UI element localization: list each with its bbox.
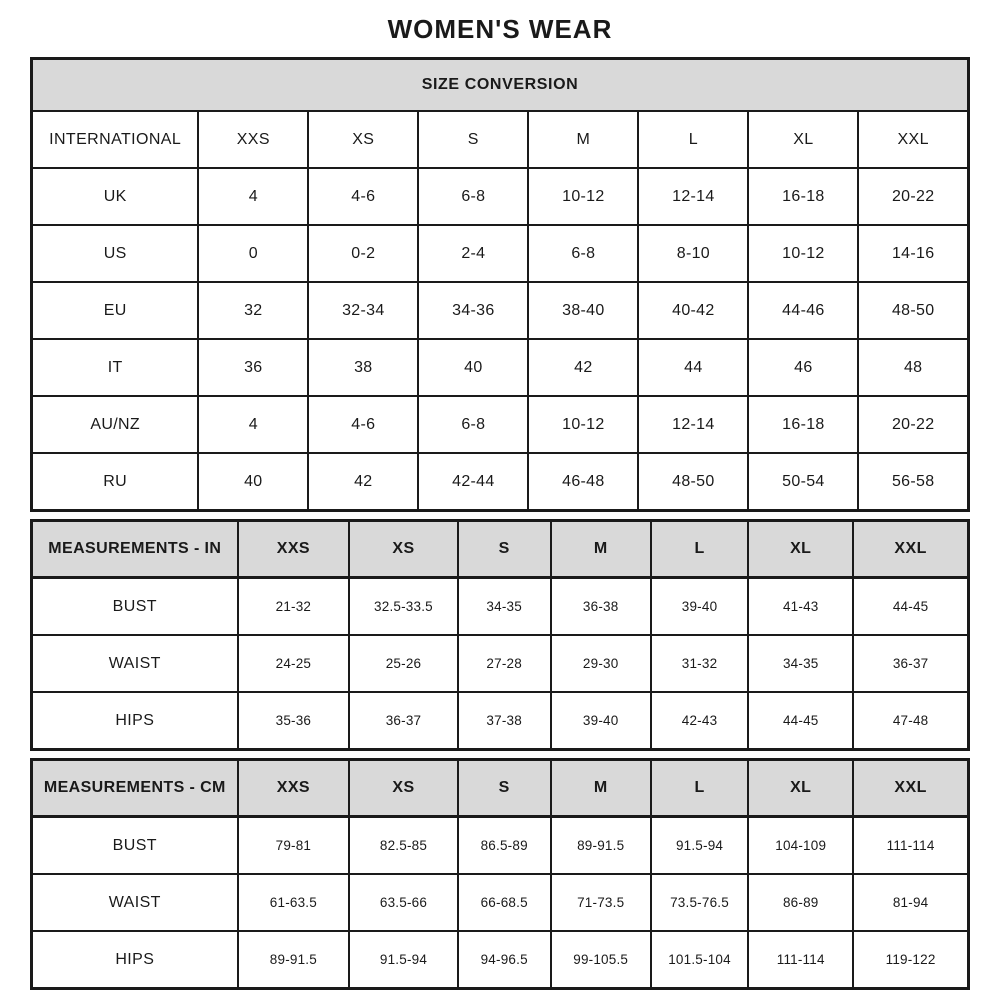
- measurements-cm-header-row: [32, 760, 969, 817]
- value-cell: 39-40: [651, 578, 748, 636]
- value-cell: 20-22: [858, 168, 968, 225]
- value-cell: 4: [198, 168, 308, 225]
- size-column-header-m: M: [551, 521, 651, 578]
- value-cell: 2-4: [418, 225, 528, 282]
- size-column-header-s: S: [418, 111, 528, 168]
- value-cell: 40: [418, 339, 528, 396]
- value-cell: 38: [308, 339, 418, 396]
- row-label: WAIST: [32, 635, 238, 692]
- value-cell: 40-42: [638, 282, 748, 339]
- value-cell: 47-48: [853, 692, 968, 750]
- value-cell: 104-109: [748, 817, 853, 875]
- table-row: [32, 282, 969, 339]
- value-cell: 44-45: [853, 578, 968, 636]
- value-cell: 82.5-85: [349, 817, 458, 875]
- size-conversion-header-row: [32, 111, 969, 168]
- value-cell: 111-114: [748, 931, 853, 989]
- value-cell: 86.5-89: [458, 817, 551, 875]
- size-conversion-title: SIZE CONVERSION: [32, 59, 969, 112]
- value-cell: 21-32: [238, 578, 350, 636]
- table-row: [32, 692, 969, 750]
- size-column-header-xs: XS: [349, 521, 458, 578]
- value-cell: 29-30: [551, 635, 651, 692]
- size-column-header-s: S: [458, 760, 551, 817]
- value-cell: 91.5-94: [349, 931, 458, 989]
- value-cell: 16-18: [748, 168, 858, 225]
- value-cell: 42: [308, 453, 418, 511]
- table-row: [32, 874, 969, 931]
- value-cell: 25-26: [349, 635, 458, 692]
- value-cell: 4-6: [308, 168, 418, 225]
- size-column-header-xxl: XXL: [853, 760, 968, 817]
- size-column-header-xxl: XXL: [853, 521, 968, 578]
- value-cell: 8-10: [638, 225, 748, 282]
- value-cell: 44: [638, 339, 748, 396]
- table-row: [32, 396, 969, 453]
- value-cell: 0: [198, 225, 308, 282]
- value-cell: 42: [528, 339, 638, 396]
- value-cell: 86-89: [748, 874, 853, 931]
- value-cell: 46-48: [528, 453, 638, 511]
- value-cell: 91.5-94: [651, 817, 748, 875]
- value-cell: 48: [858, 339, 968, 396]
- value-cell: 0-2: [308, 225, 418, 282]
- value-cell: 101.5-104: [651, 931, 748, 989]
- value-cell: 20-22: [858, 396, 968, 453]
- measurements-cm-table: [30, 758, 970, 990]
- value-cell: 48-50: [638, 453, 748, 511]
- value-cell: 34-36: [418, 282, 528, 339]
- value-cell: 10-12: [748, 225, 858, 282]
- value-cell: 41-43: [748, 578, 853, 636]
- value-cell: 12-14: [638, 168, 748, 225]
- table-row: [32, 168, 969, 225]
- value-cell: 50-54: [748, 453, 858, 511]
- value-cell: 36-37: [349, 692, 458, 750]
- measurements_cm-header-label: MEASUREMENTS - CM: [32, 760, 238, 817]
- size-column-header-l: L: [651, 760, 748, 817]
- value-cell: 111-114: [853, 817, 968, 875]
- value-cell: 32-34: [308, 282, 418, 339]
- row-label: HIPS: [32, 692, 238, 750]
- value-cell: 12-14: [638, 396, 748, 453]
- size-column-header-xl: XL: [748, 111, 858, 168]
- table-row: [32, 578, 969, 636]
- size-column-header-xxs: XXS: [198, 111, 308, 168]
- value-cell: 48-50: [858, 282, 968, 339]
- value-cell: 34-35: [458, 578, 551, 636]
- size-conversion-table: [30, 57, 970, 512]
- value-cell: 79-81: [238, 817, 350, 875]
- row-label: AU/NZ: [32, 396, 199, 453]
- value-cell: 119-122: [853, 931, 968, 989]
- value-cell: 63.5-66: [349, 874, 458, 931]
- table-row: [32, 453, 969, 511]
- value-cell: 81-94: [853, 874, 968, 931]
- value-cell: 4: [198, 396, 308, 453]
- size-column-header-xxs: XXS: [238, 521, 350, 578]
- value-cell: 34-35: [748, 635, 853, 692]
- value-cell: 42-44: [418, 453, 528, 511]
- row-label: HIPS: [32, 931, 238, 989]
- row-label: WAIST: [32, 874, 238, 931]
- row-label: IT: [32, 339, 199, 396]
- size-column-header-m: M: [528, 111, 638, 168]
- conversion_table-header-label: INTERNATIONAL: [32, 111, 199, 168]
- row-label: BUST: [32, 578, 238, 636]
- row-label: RU: [32, 453, 199, 511]
- row-label: US: [32, 225, 199, 282]
- table-row: [32, 339, 969, 396]
- row-label: EU: [32, 282, 199, 339]
- measurements-in-table: [30, 519, 970, 751]
- value-cell: 89-91.5: [238, 931, 350, 989]
- value-cell: 89-91.5: [551, 817, 651, 875]
- table-row: [32, 931, 969, 989]
- value-cell: 61-63.5: [238, 874, 350, 931]
- value-cell: 71-73.5: [551, 874, 651, 931]
- value-cell: 66-68.5: [458, 874, 551, 931]
- value-cell: 37-38: [458, 692, 551, 750]
- value-cell: 73.5-76.5: [651, 874, 748, 931]
- table-row: [32, 225, 969, 282]
- row-label: UK: [32, 168, 199, 225]
- size-column-header-xxl: XXL: [858, 111, 968, 168]
- size-column-header-xs: XS: [308, 111, 418, 168]
- size-column-header-xs: XS: [349, 760, 458, 817]
- value-cell: 32: [198, 282, 308, 339]
- size-column-header-xxs: XXS: [238, 760, 350, 817]
- row-label: BUST: [32, 817, 238, 875]
- value-cell: 44-45: [748, 692, 853, 750]
- value-cell: 10-12: [528, 396, 638, 453]
- value-cell: 42-43: [651, 692, 748, 750]
- value-cell: 99-105.5: [551, 931, 651, 989]
- size-conversion-banner-row: [32, 59, 969, 112]
- value-cell: 31-32: [651, 635, 748, 692]
- measurements-in-header-row: [32, 521, 969, 578]
- size-column-header-xl: XL: [748, 760, 853, 817]
- value-cell: 16-18: [748, 396, 858, 453]
- size-column-header-s: S: [458, 521, 551, 578]
- value-cell: 27-28: [458, 635, 551, 692]
- value-cell: 46: [748, 339, 858, 396]
- value-cell: 36-37: [853, 635, 968, 692]
- value-cell: 38-40: [528, 282, 638, 339]
- size-column-header-l: L: [651, 521, 748, 578]
- value-cell: 36: [198, 339, 308, 396]
- size-column-header-xl: XL: [748, 521, 853, 578]
- measurements_in-header-label: MEASUREMENTS - IN: [32, 521, 238, 578]
- value-cell: 56-58: [858, 453, 968, 511]
- value-cell: 36-38: [551, 578, 651, 636]
- value-cell: 24-25: [238, 635, 350, 692]
- value-cell: 32.5-33.5: [349, 578, 458, 636]
- size-column-header-l: L: [638, 111, 748, 168]
- table-row: [32, 817, 969, 875]
- table-row: [32, 635, 969, 692]
- size-column-header-m: M: [551, 760, 651, 817]
- value-cell: 35-36: [238, 692, 350, 750]
- value-cell: 94-96.5: [458, 931, 551, 989]
- value-cell: 40: [198, 453, 308, 511]
- value-cell: 4-6: [308, 396, 418, 453]
- value-cell: 6-8: [418, 396, 528, 453]
- page-title: WOMEN'S WEAR: [387, 14, 613, 44]
- value-cell: 6-8: [418, 168, 528, 225]
- value-cell: 39-40: [551, 692, 651, 750]
- value-cell: 10-12: [528, 168, 638, 225]
- value-cell: 6-8: [528, 225, 638, 282]
- value-cell: 14-16: [858, 225, 968, 282]
- value-cell: 44-46: [748, 282, 858, 339]
